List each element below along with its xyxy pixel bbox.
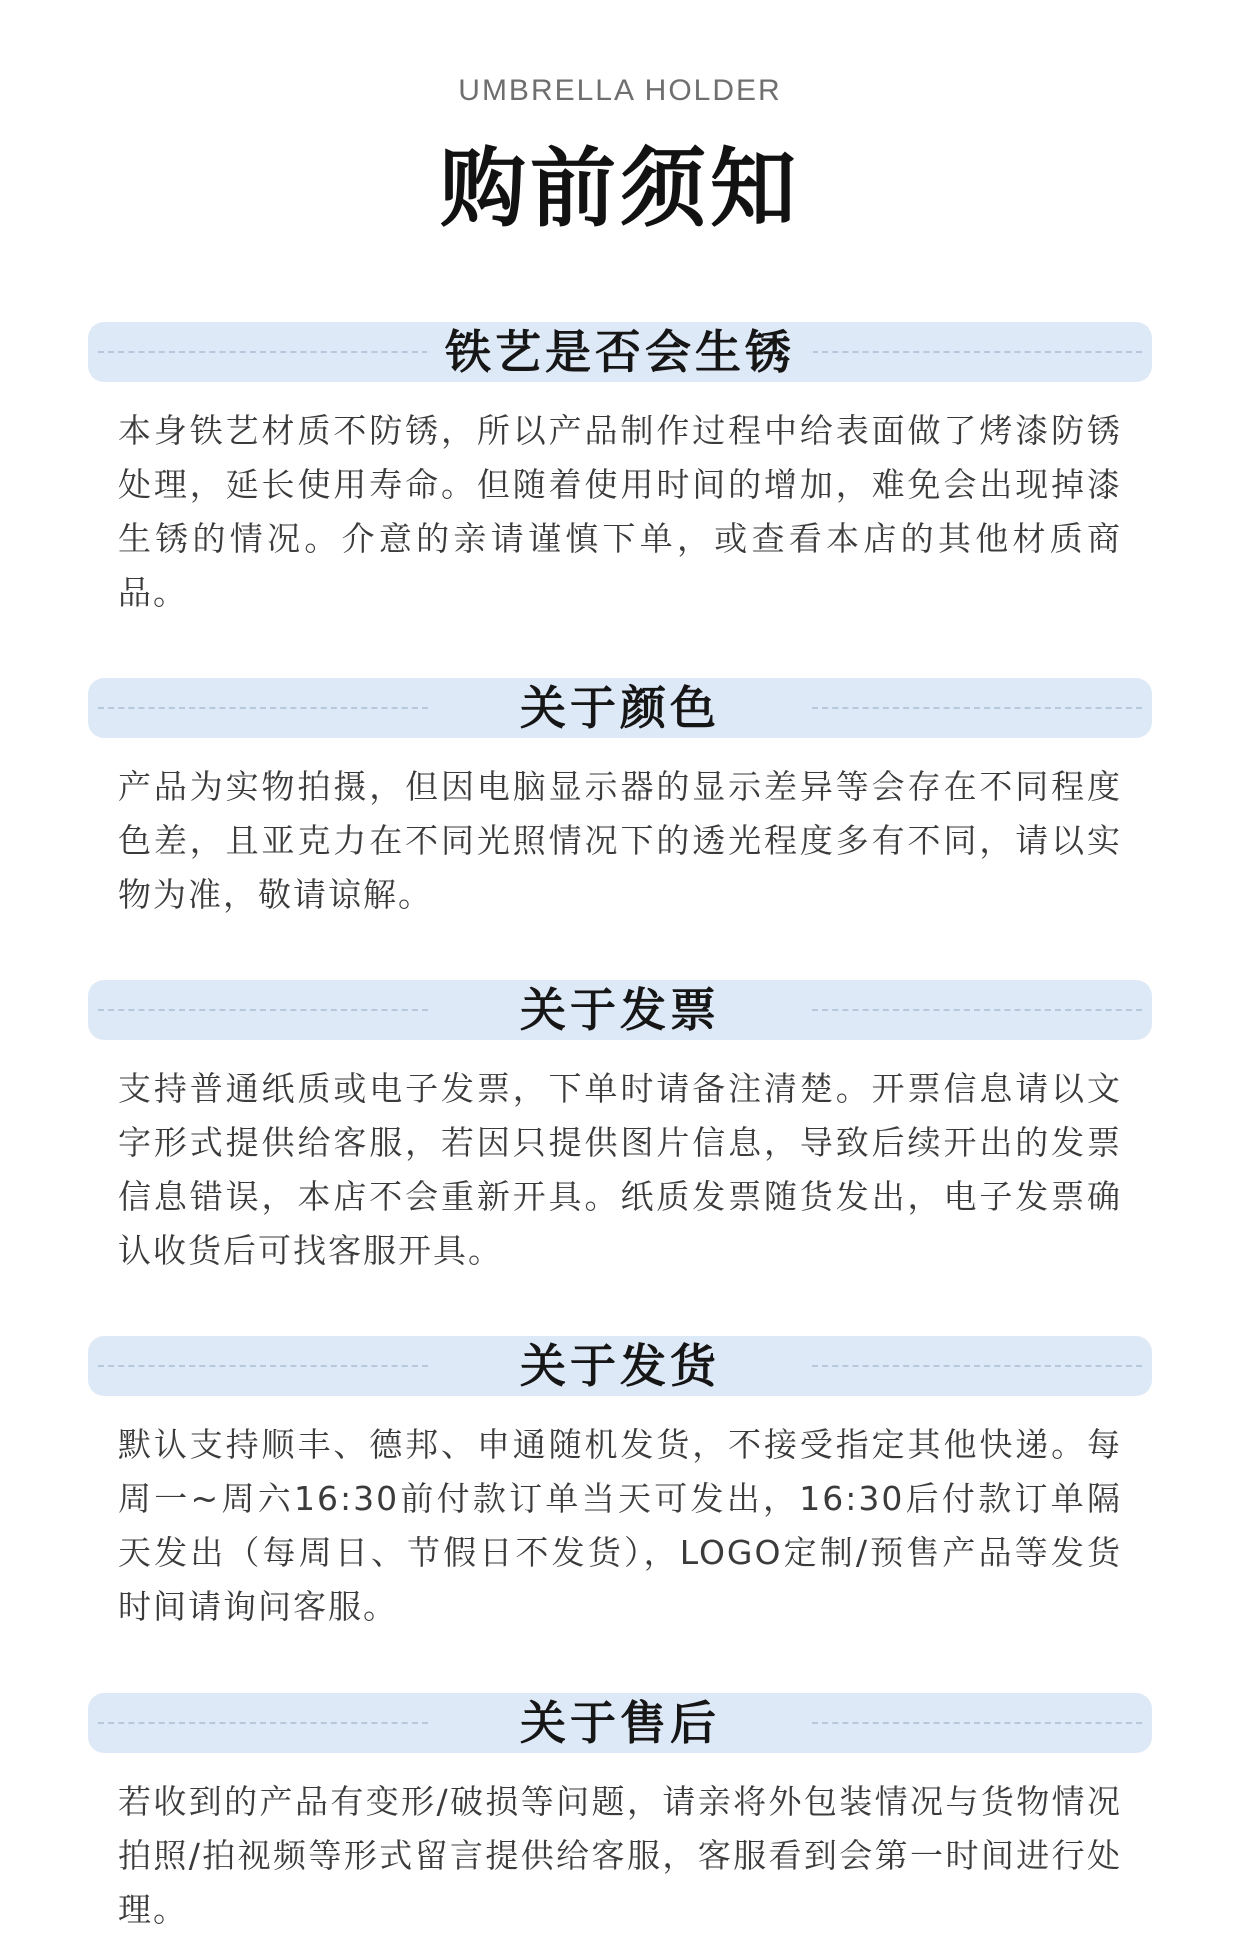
section-rust [88,322,1152,620]
section-title: 关于颜色 [502,678,738,738]
section-title: 关于售后 [502,1693,738,1753]
section-color [88,678,1152,922]
section-text: 若收到的产品有变形/破损等问题，请亲将外包装情况与货物情况拍照/拍视频等形式留言提供给客服，客服看到会第一时间进行处理。 [118,1782,1122,1929]
section-text: 默认支持顺丰、德邦、申通随机发货，不接受指定其他快递。每周一~周六16:30前付款订单当天可发出，16:30后付款订单隔天发出（每周日、节假日不发货），LOGO定制/预售产品等发货时间请询问客服。 [118,1425,1122,1626]
section-header [88,678,1152,738]
section-header [88,980,1152,1040]
section-text: 支持普通纸质或电子发票，下单时请备注清楚。开票信息请以文字形式提供给客服，若因只提供图片信息，导致后续开出的发票信息错误，本店不会重新开具。纸质发票随货发出，电子发票确认收货后可找客服开具。 [118,1069,1122,1270]
section-header [88,1693,1152,1753]
section-after-sales [88,1693,1152,1937]
section-text: 产品为实物拍摄，但因电脑显示器的显示差异等会存在不同程度色差，且亚克力在不同光照情况下的透光程度多有不同，请以实物为准，敬请谅解。 [118,767,1122,914]
section-shipping [88,1336,1152,1634]
page-title: 购前须知 [440,139,800,239]
section-title: 关于发票 [502,980,738,1040]
section-text: 本身铁艺材质不防锈，所以产品制作过程中给表面做了烤漆防锈处理，延长使用寿命。但随着使用时间的增加，难免会出现掉漆生锈的情况。介意的亲请谨慎下单，或查看本店的其他材质商品。 [118,411,1122,612]
section-title: 铁艺是否会生锈 [427,322,813,382]
section-header [88,322,1152,382]
section-title: 关于发货 [502,1336,738,1396]
section-header [88,1336,1152,1396]
section-invoice [88,980,1152,1278]
page-subtitle: UMBRELLA HOLDER [458,74,782,107]
